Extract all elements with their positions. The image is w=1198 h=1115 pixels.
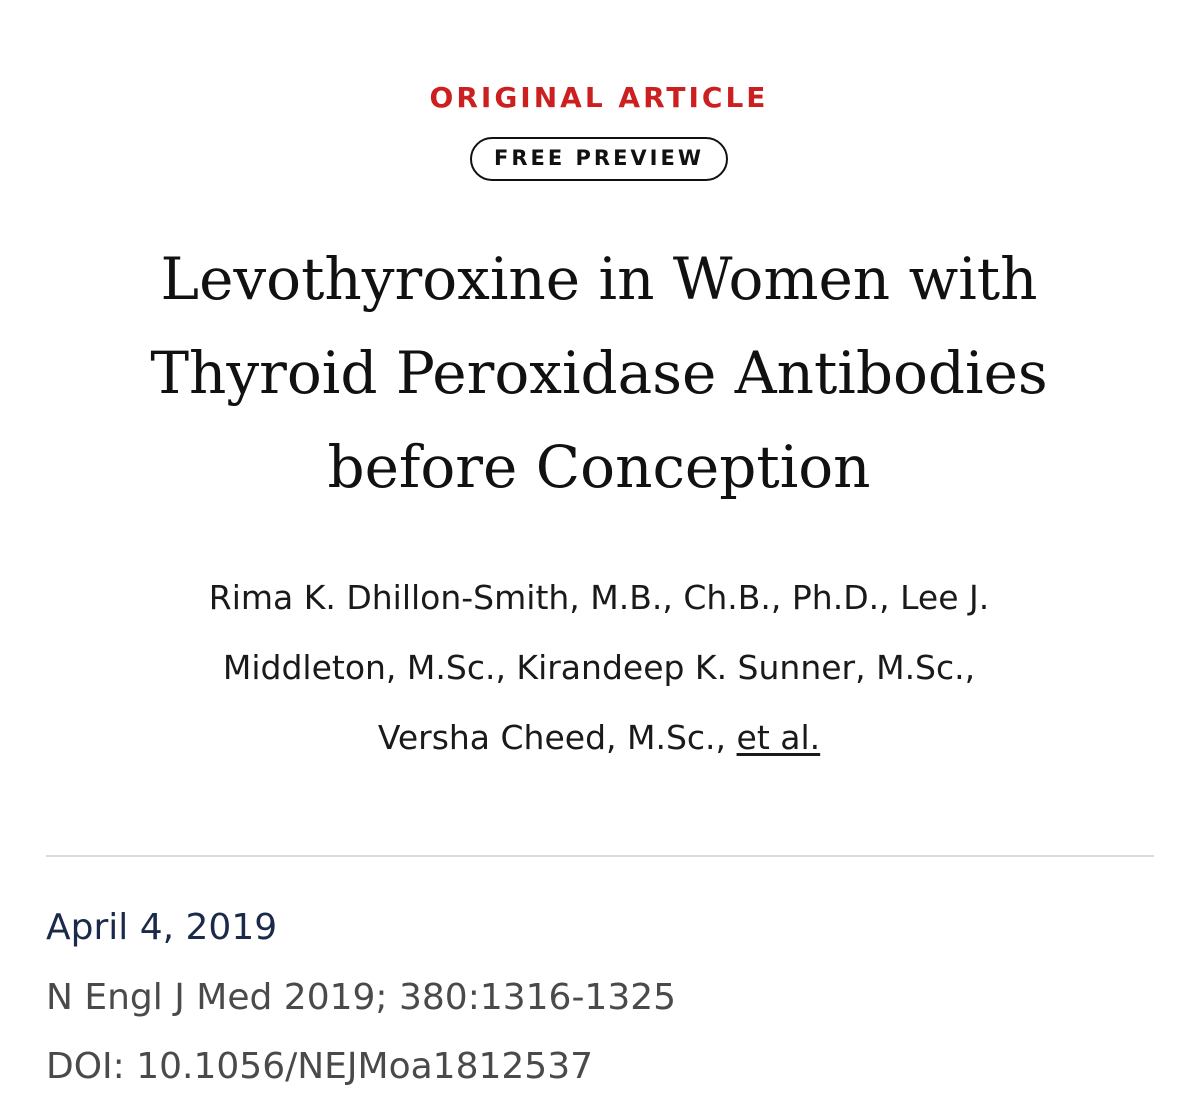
badge-container <box>0 137 1198 181</box>
journal-citation: N Engl J Med 2019; 380:1316-1325 <box>46 977 677 1018</box>
publication-date: April 4, 2019 <box>46 907 278 948</box>
author-list <box>120 563 1078 773</box>
et-al-link[interactable]: et al. <box>736 718 821 757</box>
title-line: Thyroid Peroxidase Antibodies <box>150 339 1048 407</box>
section-divider <box>46 855 1154 857</box>
author-line: Middleton, M.Sc., Kirandeep K. Sunner, M.Sc., <box>222 648 976 687</box>
title-line: Levothyroxine in Women with <box>160 245 1038 313</box>
free-preview-badge: FREE PREVIEW <box>470 137 728 181</box>
author-line: Rima K. Dhillon-Smith, M.B., Ch.B., Ph.D., Lee J. <box>208 578 990 617</box>
article-type-label: ORIGINAL ARTICLE <box>429 81 769 114</box>
author-line: Versha Cheed, M.Sc., <box>377 718 727 757</box>
title-line: before Conception <box>327 433 871 501</box>
doi-identifier: DOI: 10.1056/NEJMoa1812537 <box>46 1046 594 1087</box>
article-title <box>60 232 1138 514</box>
